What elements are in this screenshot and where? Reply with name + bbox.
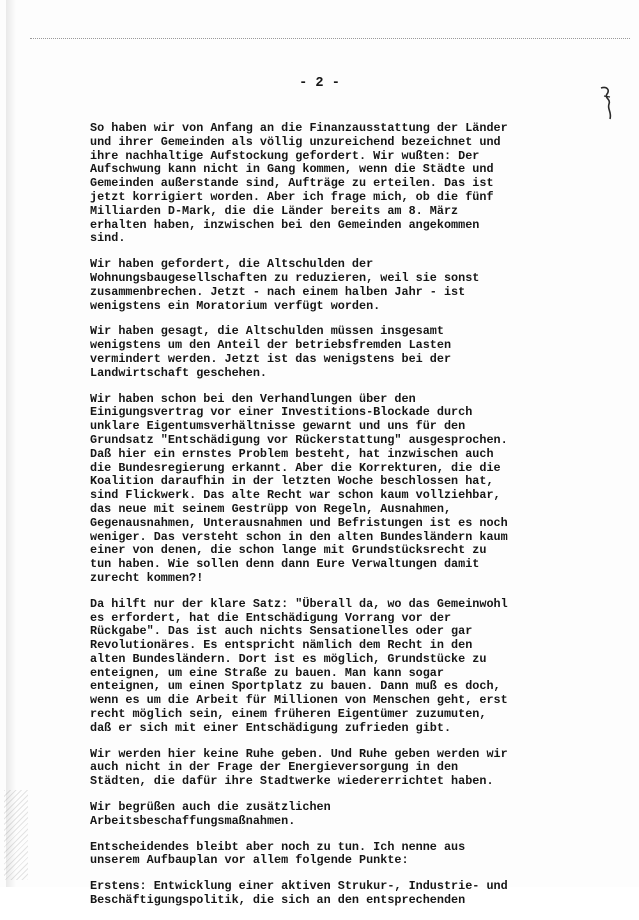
text-line: zurecht kommen?! [90,570,204,585]
paragraph [90,393,570,586]
scan-top-edge [30,38,630,39]
text-line: Grundsatz "Entschädigung vor Rückerstattung" ausgesprochen. [90,432,508,447]
text-line: die Bundesregierung erkannt. Aber die Korrekturen, die die [90,460,501,475]
text-line: Beschäftigungspolitik, die sich an den entsprechenden [90,893,466,908]
text-line: wenigstens um den Anteil der betriebsfremden Lasten [90,338,452,353]
text-line: Erstens: Entwicklung einer aktiven Strukur-, Industrie- und [90,879,508,894]
text-line: zusammenbrechen. Jetzt - nach einem halben Jahr - ist [90,284,466,299]
text-line: Koalition daraufhin in der letzten Woche beschlossen hat, [90,474,494,489]
text-line: Wir haben gesagt, die Altschulden müssen insgesamt [90,324,444,339]
text-line: Entscheidendes bleibt aber noch zu tun. Ich nenne aus [90,839,466,854]
text-line: Wir begrüßen auch die zusätzlichen [90,800,331,815]
text-line: Aufschwung kann nicht in Gang kommen, wenn die Städte und [90,162,494,177]
paragraph [90,841,570,869]
paragraph [90,325,570,380]
text-line: tun haben. Wie sollen denn dann Eure Verwaltungen damit [90,557,480,572]
text-line: Einigungsvertrag vor einer Investitions-Blockade durch [90,405,473,420]
text-line: unklare Eigentumsverhältnisse gewarnt und uns für den [90,419,466,434]
text-line: Wir haben schon bei den Verhandlungen über den [90,391,416,406]
paragraph [90,801,570,829]
text-line: Gegenausnahmen, Unterausnahmen und Befristungen ist es noch [90,515,508,530]
text-line: sind. [90,231,126,246]
text-line: weniger. Das versteht schon in den alten Bundesländern kaum [90,529,508,544]
text-line: jetzt korrigiert worden. Aber ich frage mich, ob die fünf [90,189,494,204]
handwritten-margin-mark [598,84,616,124]
text-line: Rückgabe". Das ist auch nichts Sensationelles oder gar [90,624,473,639]
text-line: erhalten haben, inzwischen bei den Gemeinden angekommen [90,217,480,232]
text-line: und ihrer Gemeinden als völlig unzureichend bezeichnet und [90,134,501,149]
paragraph [90,258,570,313]
text-line: das neue mit seinem Gestrüpp von Regeln, Ausnahmen, [90,501,452,516]
text-line: ihre nachhaltige Aufstockung gefordert. Wir wußten: Der [90,148,480,163]
document-body [90,122,570,920]
scan-left-shadow [6,0,16,887]
text-line: Gemeinden außerstande sind, Aufträge zu erteilen. Das ist [90,176,494,191]
text-line: So haben wir von Anfang an die Finanzausstattung der Länder [90,121,508,135]
text-line: Daß hier ein ernstes Problem besteht, hat inzwischen auch [90,446,494,461]
text-line: Da hilft nur der klare Satz: "Überall da, wo das Gemeinwohl [90,596,508,611]
text-line: es erfordert, hat die Entschädigung Vorrang vor der [90,610,452,625]
text-line: alten Bundesländern. Dort ist es möglich, Grundstücke zu [90,651,487,666]
text-line: sind Flickwerk. Das alte Recht war schon kaum vollziehbar, [90,488,501,503]
text-line: einer von denen, die schon lange mit Grundstücksrecht zu [90,543,487,558]
paragraph [90,880,570,908]
text-line: enteignen, um einen Sportplatz zu bauen. Dann muß es doch, [90,679,501,694]
text-line: Wohnungsbaugesellschaften zu reduzieren, weil sie sonst [90,270,480,285]
text-line: recht möglich sein, einem früheren Eigentümer zuzumuten, [90,707,487,722]
text-line: Wir haben gefordert, die Altschulden der [90,257,374,272]
text-line: Städten, die dafür ihre Stadtwerke wiedererrichtet haben. [90,774,494,789]
scan-noise [4,790,28,880]
text-line: auch nicht in der Frage der Energieversorgung in den [90,760,459,775]
text-line: wenigstens ein Moratorium verfügt worden. [90,298,381,313]
text-line: Landwirtschaft geschehen. [90,365,267,380]
page-number: - 2 - [299,76,340,91]
text-line: Arbeitsbeschaffungsmaßnahmen. [90,813,296,828]
text-line: enteignen, um eine Straße zu bauen. Man kann sogar [90,665,444,680]
paragraph [90,598,570,736]
text-line: Revolutionäres. Es entspricht nämlich dem Recht in den [90,638,473,653]
paragraph [90,122,570,246]
text-line: unserem Aufbauplan vor allem folgende Punkte: [90,853,409,868]
text-line: Wir werden hier keine Ruhe geben. Und Ruhe geben werden wir [90,746,508,761]
text-line: wenn es um die Arbeit für Millionen von Menschen geht, erst [90,693,508,708]
text-line: vermindert werden. Jetzt ist das wenigstens bei der [90,351,452,366]
text-line: daß er sich mit einer Entschädigung zufrieden gibt. [90,720,452,735]
paragraph [90,748,570,789]
text-line: Milliarden D-Mark, die die Länder bereits am 8. März [90,203,459,218]
